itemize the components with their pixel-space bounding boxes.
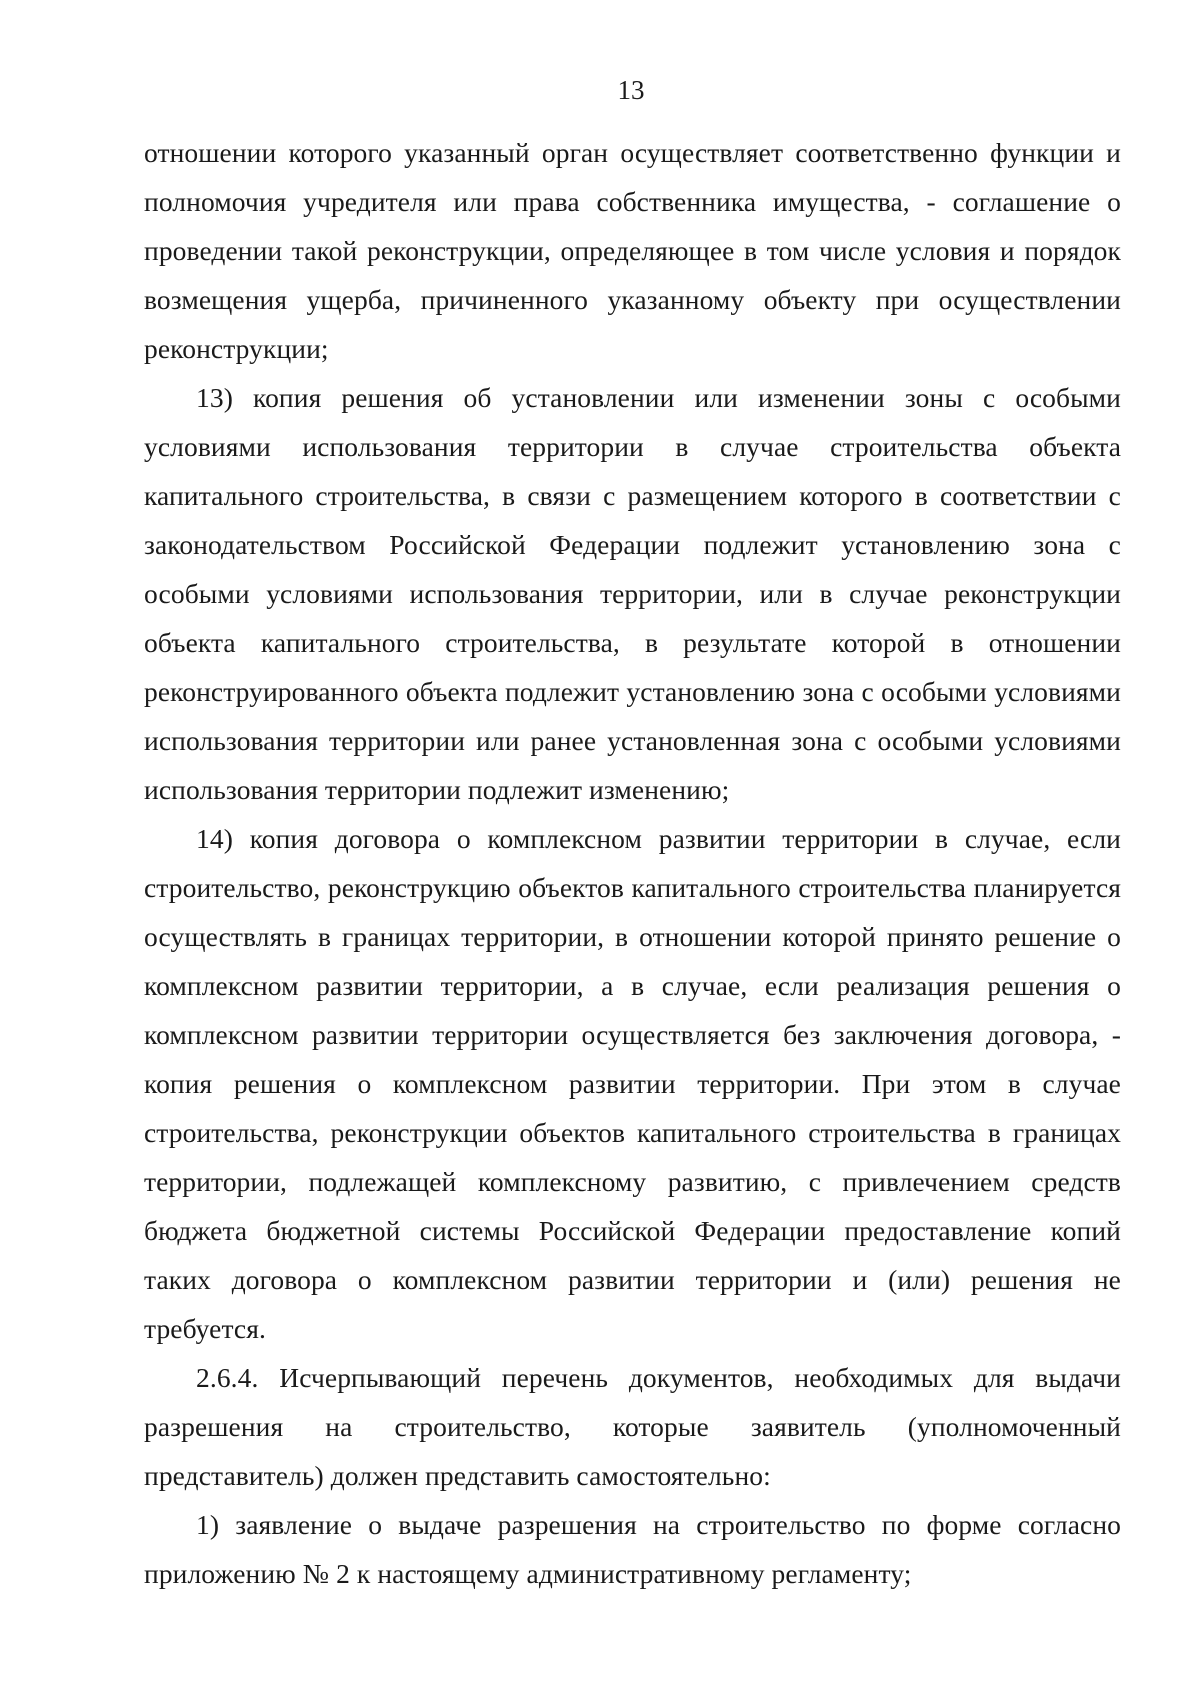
document-body [144, 128, 1121, 1598]
page-number: 13 [617, 75, 645, 105]
paragraph-item-1: 1) заявление о выдаче разрешения на строительство по форме согласно приложению № 2 к настоящему административному регламенту; [144, 1509, 1121, 1589]
paragraph-item-13: 13) копия решения об установлении или изменении зоны с особыми условиями использования территории в случае строительства объекта капитального строительства, в связи с размещением которого в соответствии с законодательством Российской Федерации подлежит установлению зона с особыми условиями использования территории, или в случае реконструкции объекта капитального строительства, в результате которой в отношении реконструированного объекта подлежит установлению зона с особыми условиями использования территории или ранее установленная зона с особыми условиями использования территории подлежит изменению; [144, 382, 1121, 805]
paragraph-item-14: 14) копия договора о комплексном развитии территории в случае, если строительство, реконструкцию объектов капитального строительства планируется осуществлять в границах территории, в отношении которой принято решение о комплексном развитии территории, а в случае, если реализация решения о комплексном развитии территории осуществляется без заключения договора, - копия решения о комплексном развитии территории. При этом в случае строительства, реконструкции объектов капитального строительства в границах территории, подлежащей комплексному развитию, с привлечением средств бюджета бюджетной системы Российской Федерации предоставление копий таких договора о комплексном развитии территории и (или) решения не требуется. [144, 823, 1121, 1344]
paragraph-section-2-6-4: 2.6.4. Исчерпывающий перечень документов, необходимых для выдачи разрешения на строительство, которые заявитель (уполномоченный представитель) должен представить самостоятельно: [144, 1362, 1121, 1491]
paragraph-continuation: отношении которого указанный орган осуществляет соответственно функции и полномочия учредителя или права собственника имущества, - соглашение о проведении такой реконструкции, определяющее в том числе условия и порядок возмещения ущерба, причиненного указанному объекту при осуществлении реконструкции; [144, 137, 1121, 364]
